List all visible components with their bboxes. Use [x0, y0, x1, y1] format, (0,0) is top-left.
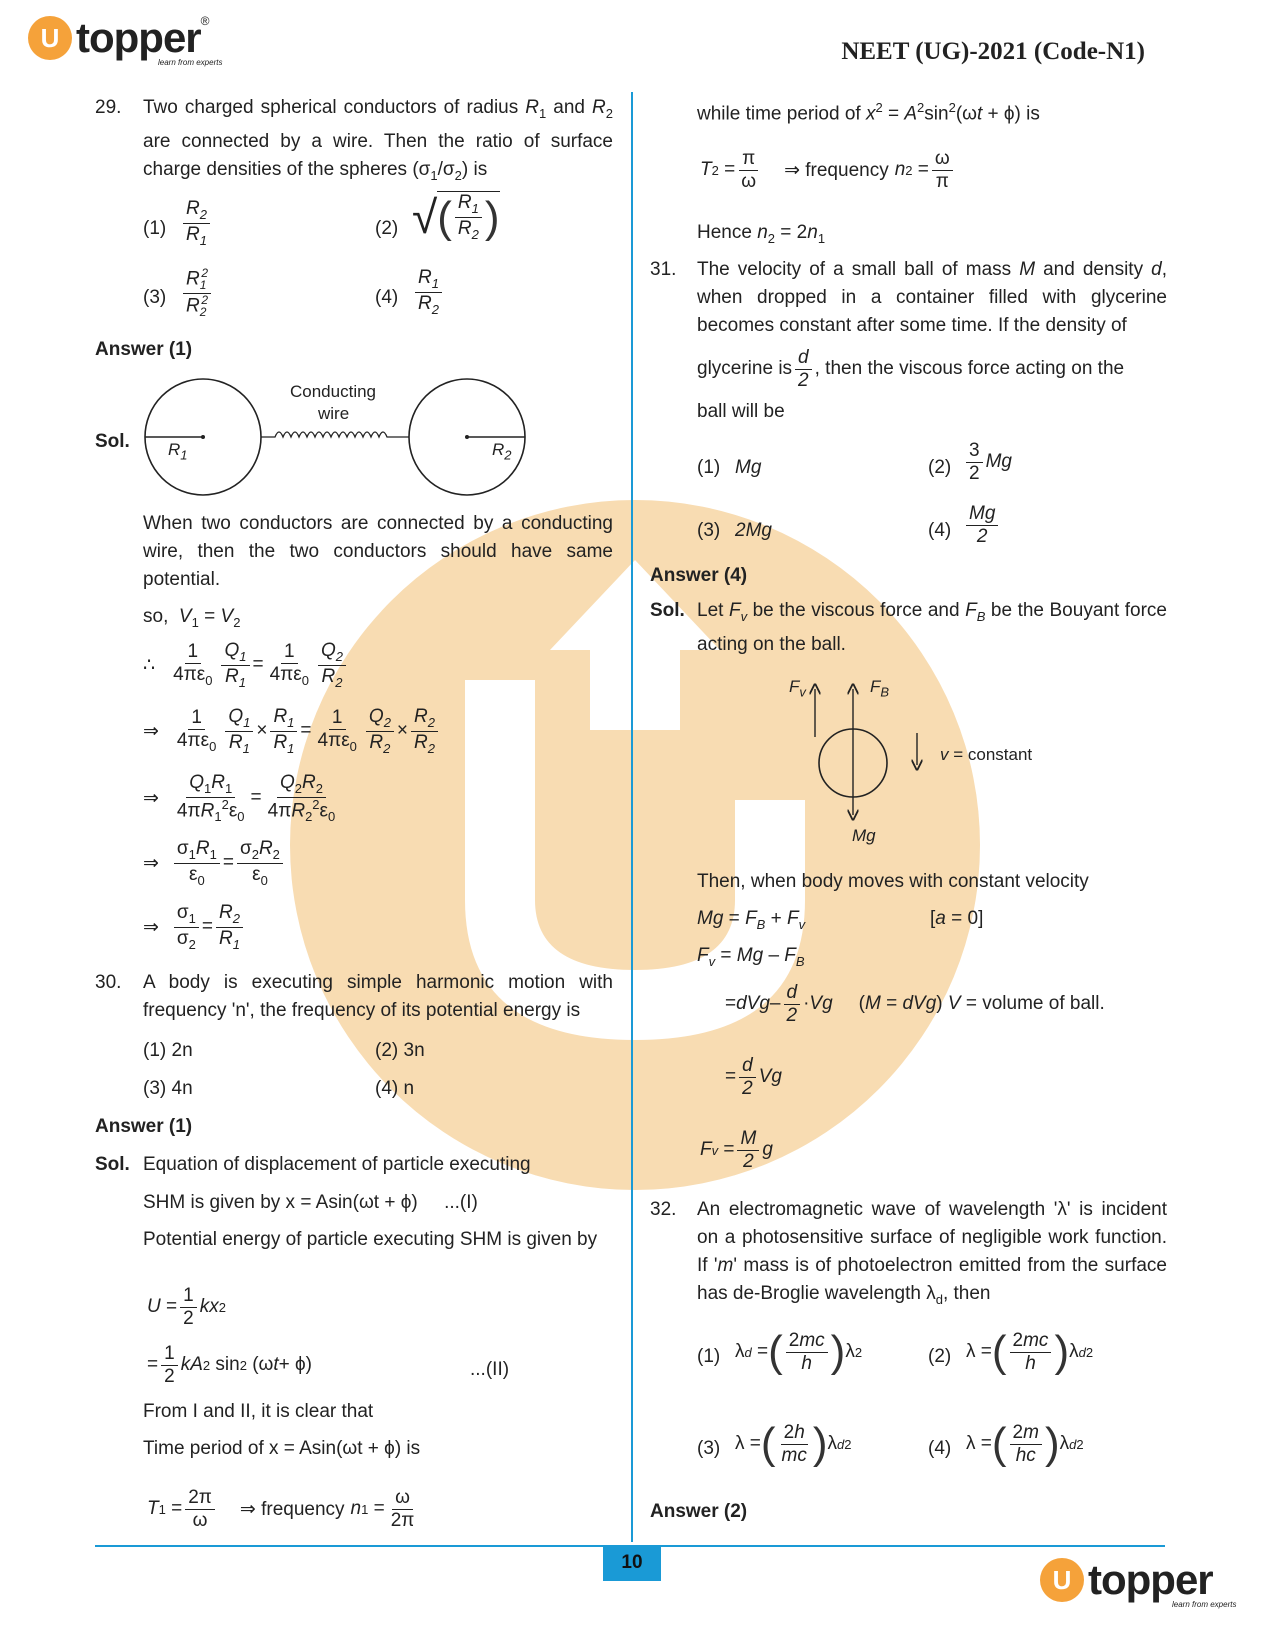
- q29-answer: Answer (1): [95, 339, 193, 360]
- fig-r2-label: $R_2$: [492, 440, 512, 463]
- brand-u-icon: U: [28, 16, 72, 60]
- q29-opt3-frac: $\frac{R_1^2}{R_2^2}$: [180, 267, 214, 320]
- q31-opt1-value: Mg: [735, 457, 762, 478]
- registered-mark: ®: [200, 14, 210, 28]
- q31-opt2-label: (2): [928, 457, 952, 478]
- q32-text: An electromagnetic wave of wavelength 'λ' is incident on a photosensitive surface of negligible work function. If 'm' mass is of photoelectron emitted from the surface has de-Broglie wavelength $\lambda_d$, then: [697, 1199, 1167, 1307]
- q30-hence: Hence $n_2 = 2n_1$: [697, 222, 826, 246]
- q31-text-3: ball will be: [697, 401, 785, 422]
- q30-opt4: (4) n: [375, 1078, 415, 1099]
- q30-sol-4: From I and II, it is clear that: [143, 1401, 374, 1422]
- q30-number: 30.: [95, 972, 122, 993]
- q31-opt1-label: (1): [697, 457, 721, 478]
- brand-name: topper: [76, 14, 201, 61]
- q31-sol-1: Let $F_v$ be the viscous force and $F_B$ be the Bouyant force acting on the ball.: [697, 600, 1168, 655]
- q31-opt3-label: (3): [697, 520, 721, 541]
- q30-eq-tag: ...(II): [470, 1359, 510, 1380]
- q32-opt3-eq: λ = ( $\frac{2h}{mc}$ ) λ d 2: [735, 1419, 852, 1469]
- footer-brand-name: topper: [1088, 1556, 1213, 1603]
- q31-answer: Answer (4): [650, 565, 748, 586]
- exam-title: NEET (UG)-2021 (Code-N1): [841, 38, 1145, 65]
- q30-eq-t2: T 2 = $\frac{\pi}{\omega}$ ⇒ frequency n 2 = $\frac{\omega}{\pi}$: [700, 148, 956, 193]
- q29-opt3-label: (3): [143, 287, 167, 308]
- q31-opt4-label: (4): [928, 520, 952, 541]
- q32-number: 32.: [650, 1199, 677, 1220]
- q29-explanation: When two conductors are connected by a conducting wire, then the two conductors should have same potential.: [143, 513, 613, 590]
- fig-r1-label: $R_1$: [168, 440, 188, 463]
- q32-opt4-label: (4): [928, 1438, 952, 1459]
- fig-mg-label: Mg: [852, 826, 876, 845]
- q31-number: 31.: [650, 259, 677, 280]
- q30-answer: Answer (1): [95, 1116, 193, 1137]
- header-tagline: learn from experts: [158, 58, 223, 67]
- q30-eq-t1: T 1 = $\frac{2\pi}{\omega}$ ⇒ frequency n 1 = $\frac{\omega}{2\pi}$: [147, 1487, 415, 1531]
- q31-a0: [a = 0]: [930, 908, 984, 929]
- q30-text: A body is executing simple harmonic motion with frequency 'n', the frequency of its potential energy is: [143, 972, 613, 1021]
- q32-answer: Answer (2): [650, 1501, 748, 1522]
- q32-opt2-label: (2): [928, 1346, 952, 1367]
- q29-eq4: ⇒ $\frac{\sigma_1R_1}{\varepsilon_0}$ = $\frac{\sigma_2R_2}{\varepsilon_0}$: [143, 838, 286, 888]
- q29-opt1-label: (1): [143, 218, 167, 239]
- q31-eq-2: $F_v = Mg - F_B$: [697, 945, 805, 969]
- q32-opt2-eq: λ = ( $\frac{2mc}{h}$ ) λ d 2: [966, 1327, 1094, 1377]
- q30-freq-word-2: ⇒ frequency: [784, 159, 889, 181]
- q32-opt1-eq: λ d = ( $\frac{2mc}{h}$ ) λ 2: [735, 1327, 863, 1377]
- q29-opt4-frac: $\frac{R_1}{R_2}$: [412, 267, 445, 317]
- q29-eq1: ∴ $\frac{1}{4\pi\varepsilon_0}$ $\frac{Q_1}{R_1}$ = $\frac{1}{4\pi\varepsilon_0}$ $\frac{Q_2}{R_2}$: [143, 640, 349, 690]
- footer-tagline: learn from experts: [1172, 1600, 1237, 1609]
- q31-text-2: glycerine is $\frac{d}{2}$ , then the viscous force acting on the: [697, 347, 1125, 391]
- q29-sol-label: Sol.: [95, 431, 130, 452]
- q29-eq5: ⇒ $\frac{\sigma_1}{\sigma_2}$ = $\frac{R_2}{R_1}$: [143, 902, 246, 952]
- fig-fv-label: $F_v$: [789, 677, 806, 700]
- q32-opt3-label: (3): [697, 1438, 721, 1459]
- q30-cont-1: while time period of $x^2 = A^2\sin^2(\omega t + \phi)$ is: [697, 100, 1040, 125]
- q29-opt4-label: (4): [375, 287, 399, 308]
- q30-opt1: (1) 2n: [143, 1040, 193, 1061]
- page-number: 10: [621, 1552, 643, 1573]
- q30-sol-5: Time period of x = Asin(ωt + ϕ) is: [143, 1438, 421, 1459]
- q29-opt1-frac: $\frac{R_2}{R_1}$: [180, 198, 213, 248]
- q29-opt2-label: (2): [375, 218, 399, 239]
- q31-eq-1: $Mg = F_B + F_v$: [697, 908, 806, 932]
- coil-wire: [261, 432, 409, 437]
- q31-eq-5: F v = $\frac{M}{2}$ g: [700, 1128, 773, 1172]
- q31-text-1: The velocity of a small ball of mass M and density d, when dropped in a container filled with glycerine becomes constant after some time. If the density of: [697, 259, 1167, 336]
- q30-eq-u2: = $\frac{1}{2}$ kA 2 sin 2 (ω t + ϕ): [147, 1343, 312, 1387]
- q30-sol-1: Equation of displacement of particle executing: [143, 1154, 531, 1175]
- q30-opt2: (2) 3n: [375, 1040, 425, 1061]
- q31-opt3-value: 2Mg: [735, 520, 772, 541]
- q29-eq3: ⇒ $\frac{Q_1R_1}{4\pi R_1^2\varepsilon_0}$ = $\frac{Q_2R_2}{4\pi R_2^2\varepsilon_0}$: [143, 772, 336, 824]
- q30-freq-word-1: ⇒ frequency: [239, 1498, 345, 1520]
- q32-opt4-eq: λ = ( $\frac{2m}{hc}$ ) λ d 2: [966, 1419, 1084, 1469]
- q30-sol-label: Sol.: [95, 1154, 130, 1175]
- header-logo: [28, 14, 210, 62]
- q31-sol-label: Sol.: [650, 600, 685, 621]
- q30-sol-2: SHM is given by x = Asin(ωt + ϕ) ...(I): [143, 1192, 478, 1213]
- footer-logo: [1040, 1556, 1213, 1604]
- q30-opt3: (3) 4n: [143, 1078, 193, 1099]
- q30-sol-3: Potential energy of particle executing SHM is given by: [143, 1229, 598, 1250]
- q30-eq-u: U = $\frac{1}{2}$ kx 2: [147, 1285, 226, 1329]
- column-divider: [631, 92, 633, 1542]
- q29-number: 29.: [95, 97, 122, 118]
- fig-fb-label: $F_B$: [870, 677, 890, 700]
- q29-opt2-sqrt: √ ( $\frac{R_1}{R_2}$ ): [412, 191, 500, 243]
- fig-wire-label: Conducting: [290, 382, 377, 401]
- q31-eq-4: = $\frac{d}{2}$ Vg: [725, 1055, 782, 1099]
- q29-so-line: so, $V_1 = V_2$: [143, 606, 241, 630]
- q29-eq2: ⇒ $\frac{1}{4\pi\varepsilon_0}$ $\frac{Q_1}{R_1}$ × $\frac{R_1}{R_1}$ = $\frac{1}{4\pi\varepsilon_0}$ $\frac{Q_2}{R_2}$ × $\frac{R_2}{R_2}$: [143, 706, 441, 756]
- fig-v-label: v = constant: [940, 745, 1033, 764]
- q31-opt2-value: $\frac{3}{2}$ Mg: [963, 440, 1012, 485]
- q31-mvg-note: (M = dVg) V = volume of ball.: [858, 993, 1105, 1015]
- q31-eq-3: = dVg – $\frac{d}{2}$ · Vg (M = dVg) V = volume of ball.: [725, 982, 1105, 1026]
- fig-wire-label-2: wire: [318, 404, 350, 423]
- footer-u-icon: U: [1040, 1558, 1084, 1602]
- q31-opt4-value: $\frac{Mg}{2}$: [963, 503, 1001, 548]
- q31-then: Then, when body moves with constant velocity: [697, 871, 1089, 892]
- page-number-box: [603, 1545, 661, 1581]
- q32-opt1-label: (1): [697, 1346, 721, 1367]
- q29-text: Two charged spherical conductors of radius $R_1$ and $R_2$ are connected by a wire. Then the ratio of surface charge densities of the spheres $(\sigma_1/\sigma_2)$ is: [143, 97, 613, 183]
